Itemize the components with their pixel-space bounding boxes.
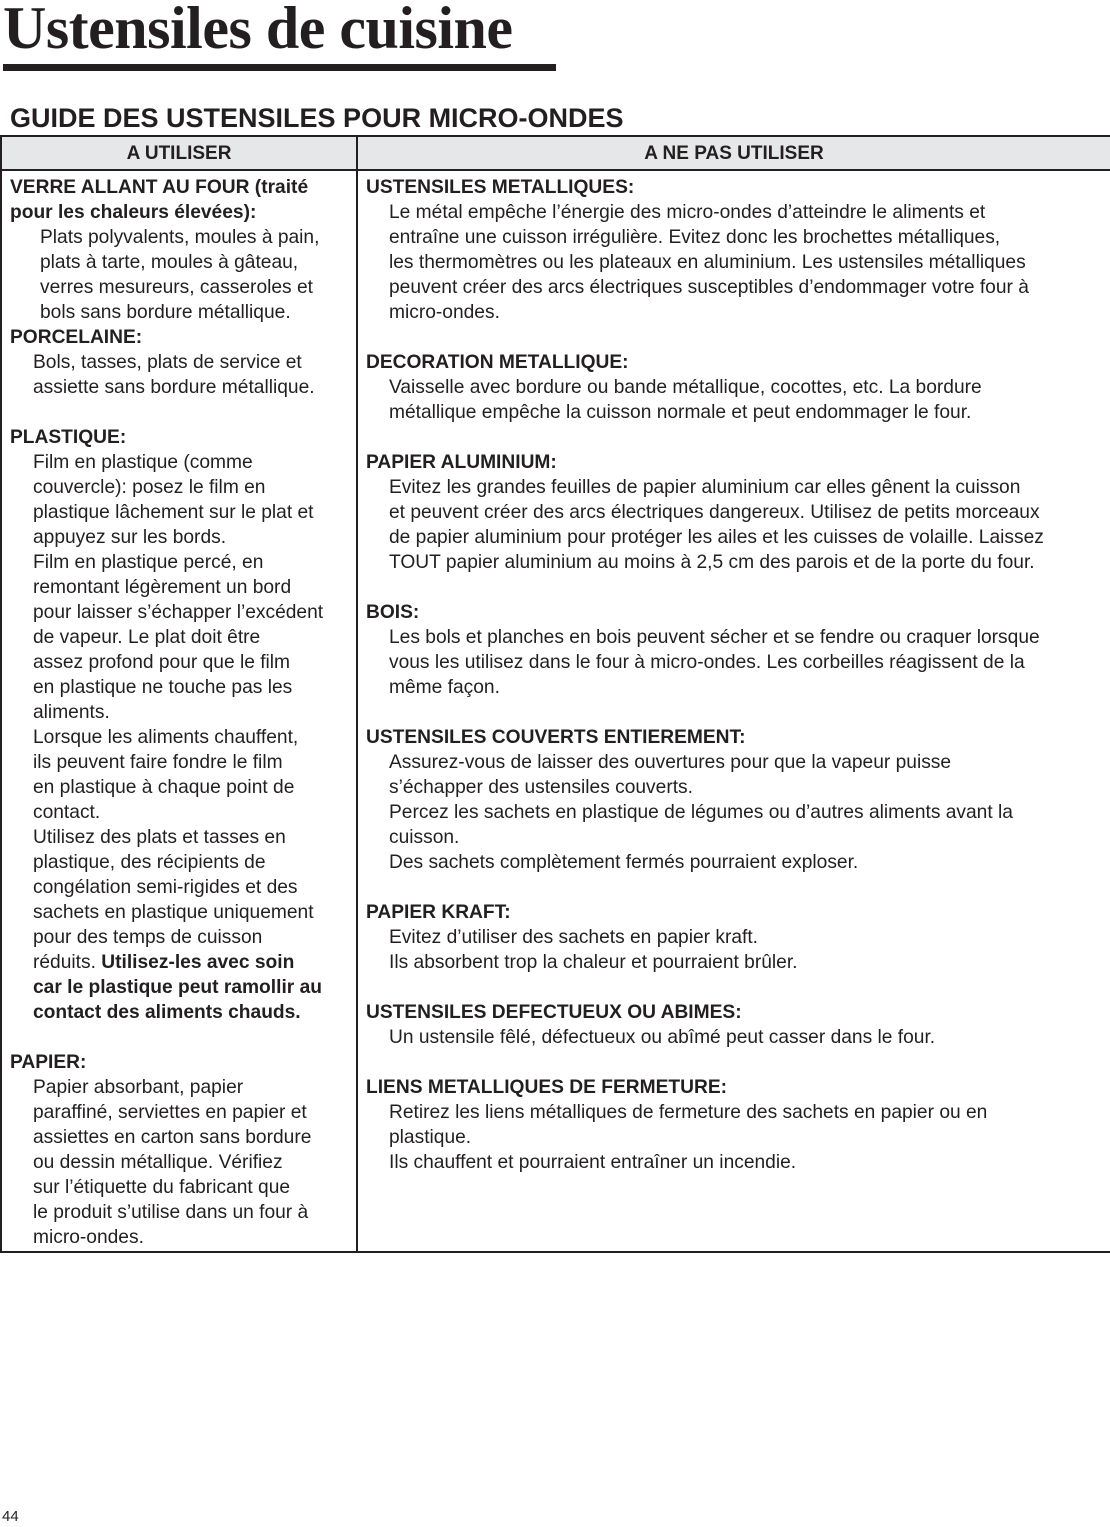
section-plastique	[10, 425, 352, 1025]
utensil-guide-table	[0, 135, 1110, 1253]
warning-text: car le plastique peut ramollir au	[33, 977, 322, 998]
text-line: et peuvent créer des arcs électriques dangereux. Utilisez de petits morceaux	[389, 502, 1040, 523]
section-heading: USTENSILES DEFECTUEUX OU ABIMES:	[366, 1002, 742, 1023]
text-line: plastique lâchement sur le plat et	[33, 502, 314, 523]
section-ustensiles-defectueux	[366, 1000, 1104, 1050]
text-line: micro-ondes.	[33, 1227, 144, 1248]
section-liens-metalliques	[366, 1075, 1104, 1175]
text-line: plastique.	[389, 1127, 472, 1148]
text-line: de vapeur. Le plat doit être	[33, 627, 261, 648]
text-line: Papier absorbant, papier	[33, 1077, 244, 1098]
text-line: assiette sans bordure métallique.	[33, 377, 315, 398]
text-line: micro-ondes.	[389, 302, 500, 323]
text-line: sachets en plastique uniquement	[33, 902, 314, 923]
text-line: plastique, des récipients de	[33, 852, 266, 873]
text-line: plats à tarte, moules à gâteau,	[40, 252, 299, 273]
use-column	[10, 175, 352, 1250]
text-line: vous les utilisez dans le four à micro-ondes. Les corbeilles réagissent de la	[389, 652, 1025, 673]
text-line: Evitez les grandes feuilles de papier aluminium car elles gênent la cuisson	[389, 477, 1021, 498]
text-line: ou dessin métallique. Vérifiez	[33, 1152, 283, 1173]
text-line: Utilisez des plats et tasses en	[33, 827, 286, 848]
text-line: verres mesureurs, casseroles et	[40, 277, 313, 298]
text-line: Plats polyvalents, moules à pain,	[40, 227, 320, 248]
text-line: métallique empêche la cuisson normale et peut endommager le four.	[389, 402, 972, 423]
text-line: s’échapper des ustensiles couverts.	[389, 777, 693, 798]
section-heading: PAPIER ALUMINIUM:	[366, 452, 557, 473]
section-papier-aluminium	[366, 450, 1104, 575]
text-line: ils peuvent faire fondre le film	[33, 752, 283, 773]
text-line: TOUT papier aluminium au moins à 2,5 cm des parois et de la porte du four.	[389, 552, 1035, 573]
page-title: Ustensiles de cuisine	[3, 0, 513, 61]
text-line: Evitez d’utiliser des sachets en papier kraft.	[389, 927, 759, 948]
section-heading: USTENSILES COUVERTS ENTIEREMENT:	[366, 727, 746, 748]
text-line: appuyez sur les bords.	[33, 527, 227, 548]
text-line: pour des temps de cuisson	[33, 927, 263, 948]
text-line: Film en plastique (comme	[33, 452, 253, 473]
text-line: sur l’étiquette du fabricant que	[33, 1177, 291, 1198]
text-line: Retirez les liens métalliques de fermeture des sachets en papier ou en	[389, 1102, 988, 1123]
text-line: paraffiné, serviettes en papier et	[33, 1102, 307, 1123]
text-line: Des sachets complètement fermés pourraient exploser.	[389, 852, 859, 873]
section-heading: PLASTIQUE:	[10, 427, 127, 448]
section-papier-kraft	[366, 900, 1104, 975]
title-underline	[3, 64, 556, 71]
warning-text: Utilisez-les avec soin	[101, 952, 295, 973]
text-line: les thermomètres ou les plateaux en aluminium. Les ustensiles métalliques	[389, 252, 1026, 273]
section-verre	[10, 175, 352, 325]
text-line: peuvent créer des arcs électriques susceptibles d’endommager votre four à	[389, 277, 1029, 298]
section-ustensiles-couverts	[366, 725, 1104, 875]
text-line: congélation semi-rigides et des	[33, 877, 298, 898]
section-heading: PAPIER KRAFT:	[366, 902, 511, 923]
text-line: réduits. Utilisez-les avec soin	[33, 952, 295, 973]
text-line: Assurez-vous de laisser des ouvertures pour que la vapeur puisse	[389, 752, 952, 773]
section-heading: LIENS METALLIQUES DE FERMETURE:	[366, 1077, 728, 1098]
text-line: entraîne une cuisson irrégulière. Evitez donc les brochettes métalliques,	[389, 227, 1001, 248]
text-line: assez profond pour que le film	[33, 652, 291, 673]
warning-text: contact des aliments chauds.	[33, 1002, 301, 1023]
text-line: Film en plastique percé, en	[33, 552, 264, 573]
text-line: pour laisser s’échapper l’excédent	[33, 602, 324, 623]
column-divider	[356, 137, 358, 1251]
section-heading: PORCELAINE:	[10, 327, 143, 348]
text-line: Un ustensile fêlé, défectueux ou abîmé peut casser dans le four.	[389, 1027, 936, 1048]
text-line: de papier aluminium pour protéger les ailes et les cuisses de volaille. Laissez	[389, 527, 1044, 548]
page-number: 44	[2, 1508, 19, 1525]
guide-title: GUIDE DES USTENSILES POUR MICRO-ONDES	[10, 103, 624, 133]
text-line: Ils chauffent et pourraient entraîner un incendie.	[389, 1152, 797, 1173]
dont-use-column	[366, 175, 1104, 1175]
text-line: même façon.	[389, 677, 500, 698]
text-line: assiettes en carton sans bordure	[33, 1127, 312, 1148]
text-line: Ils absorbent trop la chaleur et pourraient brûler.	[389, 952, 798, 973]
section-bois	[366, 600, 1104, 700]
section-heading: PAPIER:	[10, 1052, 87, 1073]
text-line: contact.	[33, 802, 101, 823]
text-line: couvercle): posez le film en	[33, 477, 266, 498]
text-line: aliments.	[33, 702, 110, 723]
text-line: en plastique ne touche pas les	[33, 677, 293, 698]
section-decoration-metallique	[366, 350, 1104, 425]
section-ustensiles-metalliques	[366, 175, 1104, 325]
text-line: cuisson.	[389, 827, 460, 848]
text-line: Bols, tasses, plats de service et	[33, 352, 302, 373]
section-heading: VERRE ALLANT AU FOUR (traité	[10, 177, 309, 198]
text-line: Le métal empêche l’énergie des micro-ondes d’atteindre le aliments et	[389, 202, 986, 223]
text-line: Les bols et planches en bois peuvent sécher et se fendre ou craquer lorsque	[389, 627, 1040, 648]
text-line: bols sans bordure métallique.	[40, 302, 291, 323]
section-heading: USTENSILES METALLIQUES:	[366, 177, 635, 198]
text-line: le produit s’utilise dans un four à	[33, 1202, 309, 1223]
section-heading: DECORATION METALLIQUE:	[366, 352, 629, 373]
text-line: Percez les sachets en plastique de légumes ou d’autres aliments avant la	[389, 802, 1013, 823]
text-line: Lorsque les aliments chauffent,	[33, 727, 299, 748]
column-header-dont-use: A NE PAS UTILISER	[358, 137, 1110, 171]
text-line: Vaisselle avec bordure ou bande métallique, cocottes, etc. La bordure	[389, 377, 982, 398]
column-header-use: A UTILISER	[2, 137, 356, 171]
text-line: en plastique à chaque point de	[33, 777, 295, 798]
section-heading: pour les chaleurs élevées):	[10, 202, 257, 223]
section-porcelaine	[10, 325, 352, 400]
section-papier	[10, 1050, 352, 1250]
section-heading: BOIS:	[366, 602, 420, 623]
text-line: remontant légèrement un bord	[33, 577, 292, 598]
